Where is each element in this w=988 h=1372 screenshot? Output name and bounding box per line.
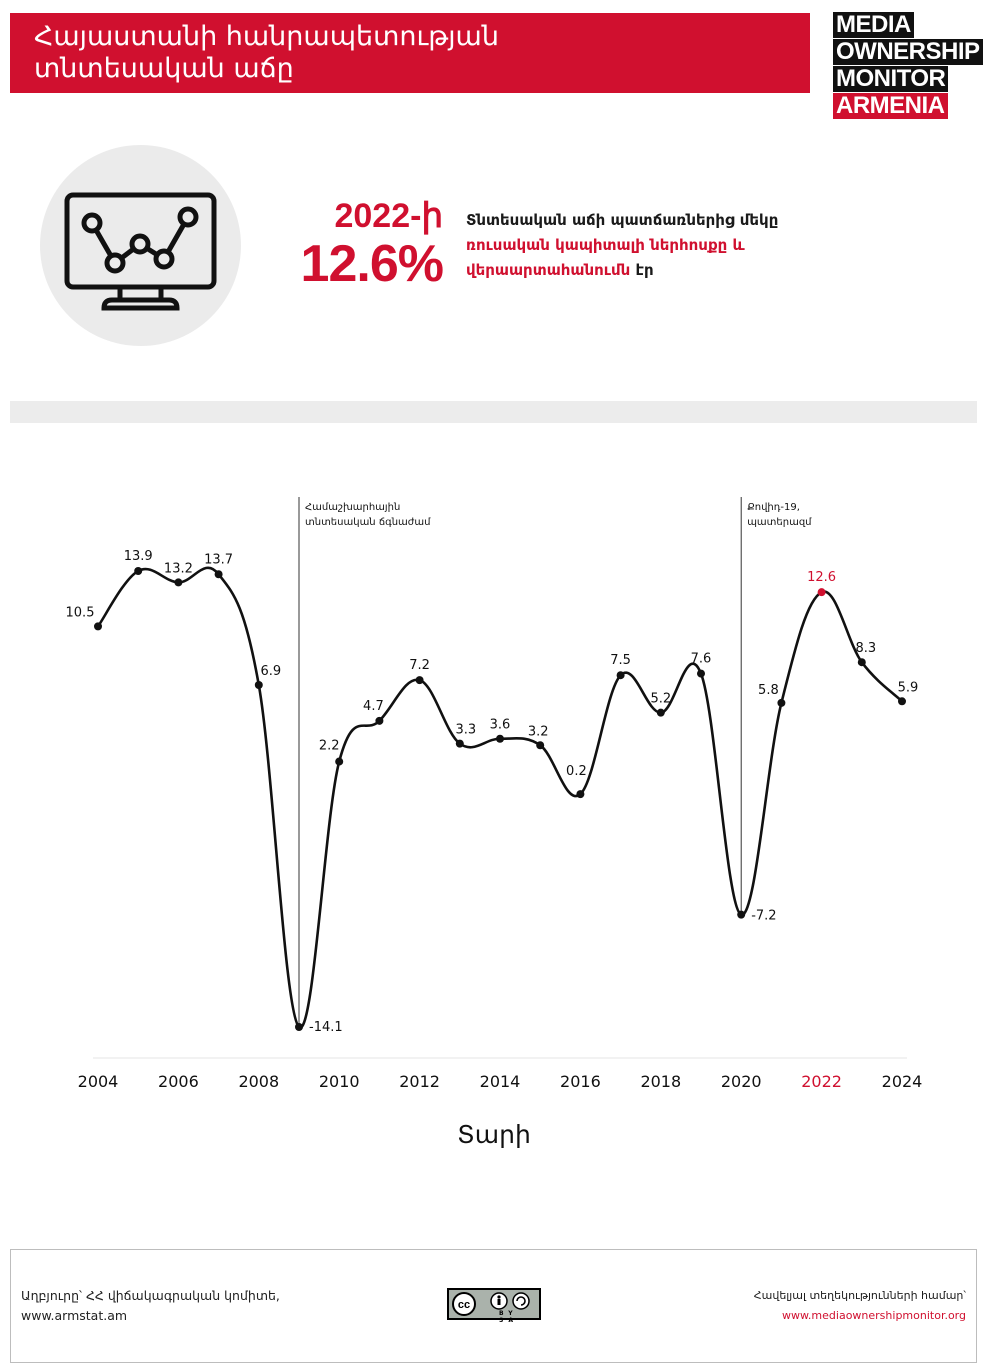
page-title xyxy=(34,21,499,85)
logo-line-3: MONITOR xyxy=(833,66,948,92)
data-label: 7.2 xyxy=(409,658,430,674)
data-label: 13.2 xyxy=(163,561,193,577)
title-banner xyxy=(10,13,810,93)
license-text: BY SA xyxy=(499,1310,518,1324)
highlight-text xyxy=(466,208,866,283)
x-tick-label: 2006 xyxy=(158,1072,199,1091)
x-tick-label: 2004 xyxy=(77,1072,119,1091)
source-link[interactable]: www.armstat.am xyxy=(21,1308,128,1323)
cc-by-sa-icon[interactable] xyxy=(447,1288,541,1324)
data-label: 13.7 xyxy=(204,552,234,568)
data-label: 13.9 xyxy=(123,549,153,564)
data-point xyxy=(858,658,866,666)
data-point xyxy=(818,588,826,596)
x-tick-label: 2008 xyxy=(238,1072,280,1091)
svg-text:cc: cc xyxy=(457,1299,471,1311)
logo-line-4: ARMENIA xyxy=(833,93,948,119)
section-divider xyxy=(10,401,977,423)
data-point xyxy=(456,740,464,748)
data-label: 8.3 xyxy=(855,641,877,657)
data-point xyxy=(737,911,745,919)
x-tick-label: 2012 xyxy=(399,1072,440,1091)
data-point xyxy=(94,622,102,630)
x-axis-title: Տարի xyxy=(457,1120,531,1149)
data-point xyxy=(496,735,504,743)
data-label: 0.2 xyxy=(566,764,587,780)
data-label: 3.2 xyxy=(527,724,549,740)
x-tick-label: 2018 xyxy=(640,1072,682,1091)
data-point xyxy=(375,717,383,725)
data-point xyxy=(416,676,424,684)
data-label: -14.1 xyxy=(309,1020,343,1035)
data-point xyxy=(898,697,906,705)
x-tick-label: 2010 xyxy=(318,1072,360,1091)
monitor-chart-icon xyxy=(40,145,241,346)
data-point xyxy=(255,681,263,689)
highlight-text-red: ռուսական կապիտալի ներհոսքը և վերաարտահանումն xyxy=(466,236,745,279)
data-point xyxy=(174,578,182,586)
series-line xyxy=(98,568,902,1028)
annotation-label: Քովիդ-19, xyxy=(747,502,800,513)
highlight-year: 2022-ի xyxy=(334,197,443,235)
footer-more-info xyxy=(754,1286,966,1326)
data-label: -7.2 xyxy=(751,908,777,924)
footer-url-link[interactable]: www.mediaownershipmonitor.org xyxy=(781,1309,966,1322)
x-tick-label: 2024 xyxy=(881,1072,923,1091)
x-tick-label: 2016 xyxy=(560,1072,601,1091)
mom-logo xyxy=(833,11,980,119)
logo-line-2: OWNERSHIP xyxy=(833,39,983,65)
footer xyxy=(10,1249,977,1363)
logo-line-1: MEDIA xyxy=(833,12,914,38)
data-point xyxy=(617,671,625,679)
data-point xyxy=(777,699,785,707)
x-tick-label: 2020 xyxy=(720,1072,762,1091)
data-label: 4.7 xyxy=(363,698,384,714)
x-tick-label: 2022 xyxy=(801,1072,842,1091)
source-line-1: Աղբյուրը՝ ՀՀ վիճակագրական կոմիտե, xyxy=(21,1288,280,1303)
data-label: 5.2 xyxy=(650,691,672,707)
highlight-text-part3: էր xyxy=(635,261,654,279)
highlight-value: 12.6% xyxy=(300,235,443,293)
data-point xyxy=(536,741,544,749)
data-point xyxy=(335,758,343,766)
data-label: 2.2 xyxy=(318,738,340,754)
annotation-label: պատերազմ xyxy=(747,517,812,528)
data-point xyxy=(295,1023,303,1031)
data-label: 10.5 xyxy=(65,605,95,621)
title-line-1: Հայաստանի հանրապետության xyxy=(34,21,499,52)
data-label: 6.9 xyxy=(260,664,282,679)
data-label: 7.5 xyxy=(610,653,631,669)
source-note xyxy=(21,1286,280,1326)
data-label: 7.6 xyxy=(690,651,712,667)
data-label: 5.8 xyxy=(758,682,779,698)
data-point xyxy=(134,567,142,575)
data-label: 3.3 xyxy=(455,722,477,738)
title-line-2: տնտեսական աճը xyxy=(34,53,294,84)
data-point xyxy=(657,709,665,717)
data-label: 5.9 xyxy=(897,680,919,696)
data-point xyxy=(215,570,223,578)
data-label: 3.6 xyxy=(489,717,511,733)
x-tick-label: 2014 xyxy=(479,1072,521,1091)
data-point xyxy=(697,670,705,678)
data-point xyxy=(576,790,584,798)
highlight-text-part1: Տնտեսական աճի պատճառներից մեկը xyxy=(466,211,779,229)
footer-tagline: Հավելյալ տեղեկությունների համար՝ xyxy=(753,1289,966,1302)
annotation-label: տնտեսական ճգնաժամ xyxy=(305,517,431,528)
gdp-growth-line-chart xyxy=(0,440,988,1160)
data-label: 12.6 xyxy=(807,570,837,586)
annotation-label: Համաշխարհային xyxy=(305,502,401,513)
